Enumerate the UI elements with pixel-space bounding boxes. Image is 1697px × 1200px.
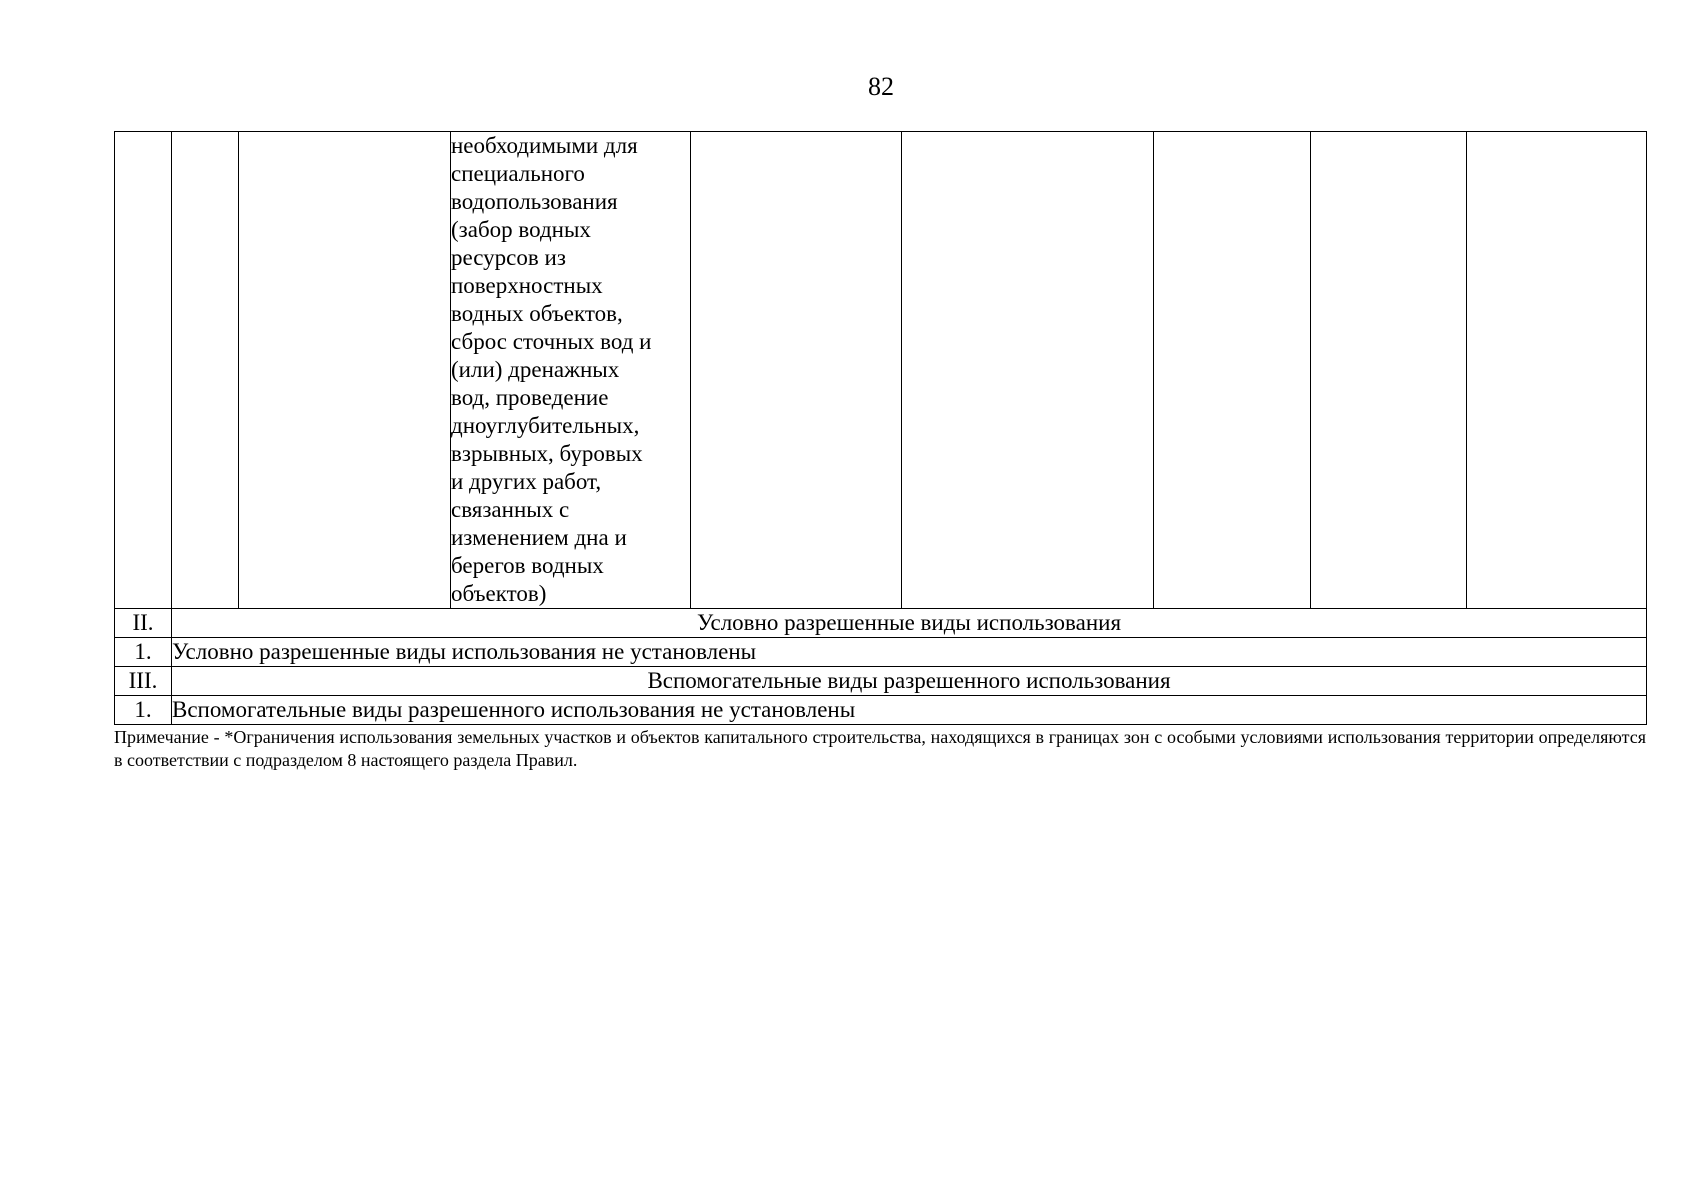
section-number: II. (115, 609, 172, 638)
section-2-item-row (115, 638, 1647, 667)
item-text: Вспомогательные виды разрешенного использования не установлены (172, 696, 1647, 725)
item-number: 1. (115, 696, 172, 725)
empty-cell (239, 132, 451, 609)
page-number: 82 (868, 72, 894, 101)
item-text: Условно разрешенные виды использования не установлены (172, 638, 1647, 667)
empty-cell (691, 132, 902, 609)
continuation-text-cell: необходимыми для специального водопользования (забор водных ресурсов из поверхностных водных объектов, сброс сточных вод и (или) дренажных вод, проведение дноуглубительных, взрывных, буровых и других работ, связанных с изменением дна и берегов водных объектов) (451, 132, 691, 609)
continuation-row (115, 132, 1647, 609)
empty-cell (1154, 132, 1311, 609)
section-3-header-row (115, 667, 1647, 696)
section-2-header-row (115, 609, 1647, 638)
section-title: Вспомогательные виды разрешенного использования (172, 667, 1647, 696)
section-number: III. (115, 667, 172, 696)
section-3-item-row (115, 696, 1647, 725)
section-title: Условно разрешенные виды использования (172, 609, 1647, 638)
empty-cell (902, 132, 1154, 609)
empty-cell (1311, 132, 1467, 609)
empty-cell (172, 132, 239, 609)
empty-cell (115, 132, 172, 609)
empty-cell (1467, 132, 1647, 609)
land-use-table (114, 131, 1647, 725)
footnote: Примечание - *Ограничения использования земельных участков и объектов капитального строительства, находящихся в границах зон с особыми условиями использования территории определяются в соответствии с подразделом 8 настоящего раздела Правил. (114, 727, 1646, 770)
item-number: 1. (115, 638, 172, 667)
